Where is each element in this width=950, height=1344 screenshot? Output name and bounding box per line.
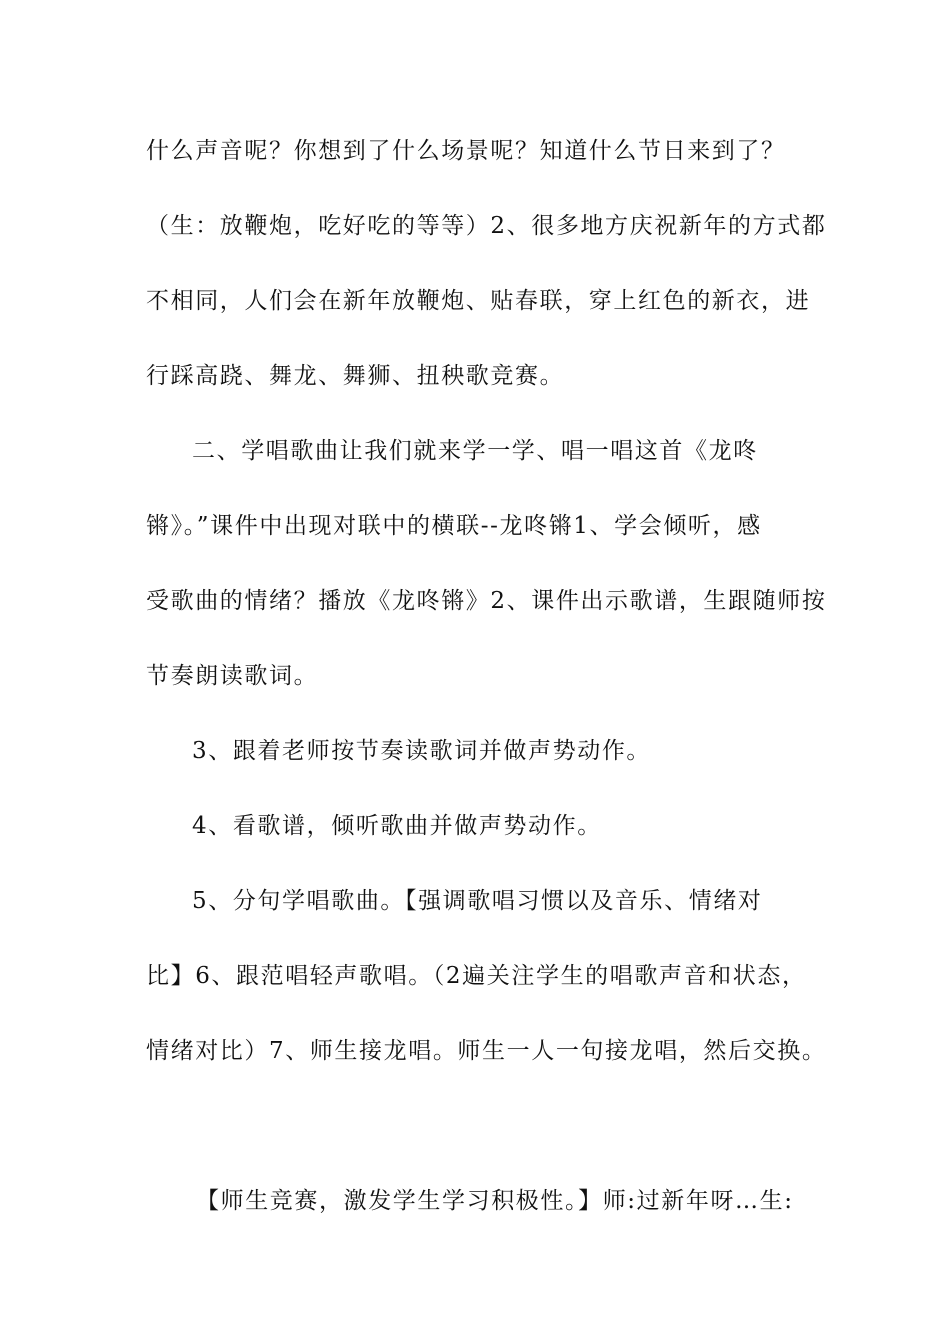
text-line: 锵》。”课件中出现对联中的横联--龙咚锵1、学会倾听，感 xyxy=(146,513,762,539)
text-line: 4、看歌谱，倾听歌曲并做声势动作。 xyxy=(192,813,602,839)
text-line: 二、学唱歌曲让我们就来学一学、唱一唱这首《龙咚 xyxy=(192,438,758,464)
text-line: 节奏朗读歌词。 xyxy=(146,663,319,689)
text-line: 【师生竞赛，激发学生学习积极性。】师:过新年呀…生: xyxy=(196,1188,794,1214)
text-line: 3、跟着老师按节奏读歌词并做声势动作。 xyxy=(192,738,652,764)
text-line: 5、分句学唱歌曲。【强调歌唱习惯以及音乐、情绪对 xyxy=(192,888,763,914)
text-line: （生：放鞭炮，吃好吃的等等）2、很多地方庆祝新年的方式都 xyxy=(146,213,827,239)
text-line: 不相同，人们会在新年放鞭炮、贴春联，穿上红色的新衣，进 xyxy=(146,288,811,314)
text-line: 比】6、跟范唱轻声歌唱。（2遍关注学生的唱歌声音和状态， xyxy=(146,963,807,989)
text-line: 受歌曲的情绪？播放《龙咚锵》2、课件出示歌谱，生跟随师按 xyxy=(146,588,827,614)
text-line: 行踩高跷、舞龙、舞狮、扭秧歌竞赛。 xyxy=(146,363,565,389)
text-line: 什么声音呢？你想到了什么场景呢？知道什么节日来到了？ xyxy=(146,138,786,164)
text-line: 情绪对比）7、师生接龙唱。师生一人一句接龙唱，然后交换。 xyxy=(146,1038,827,1064)
